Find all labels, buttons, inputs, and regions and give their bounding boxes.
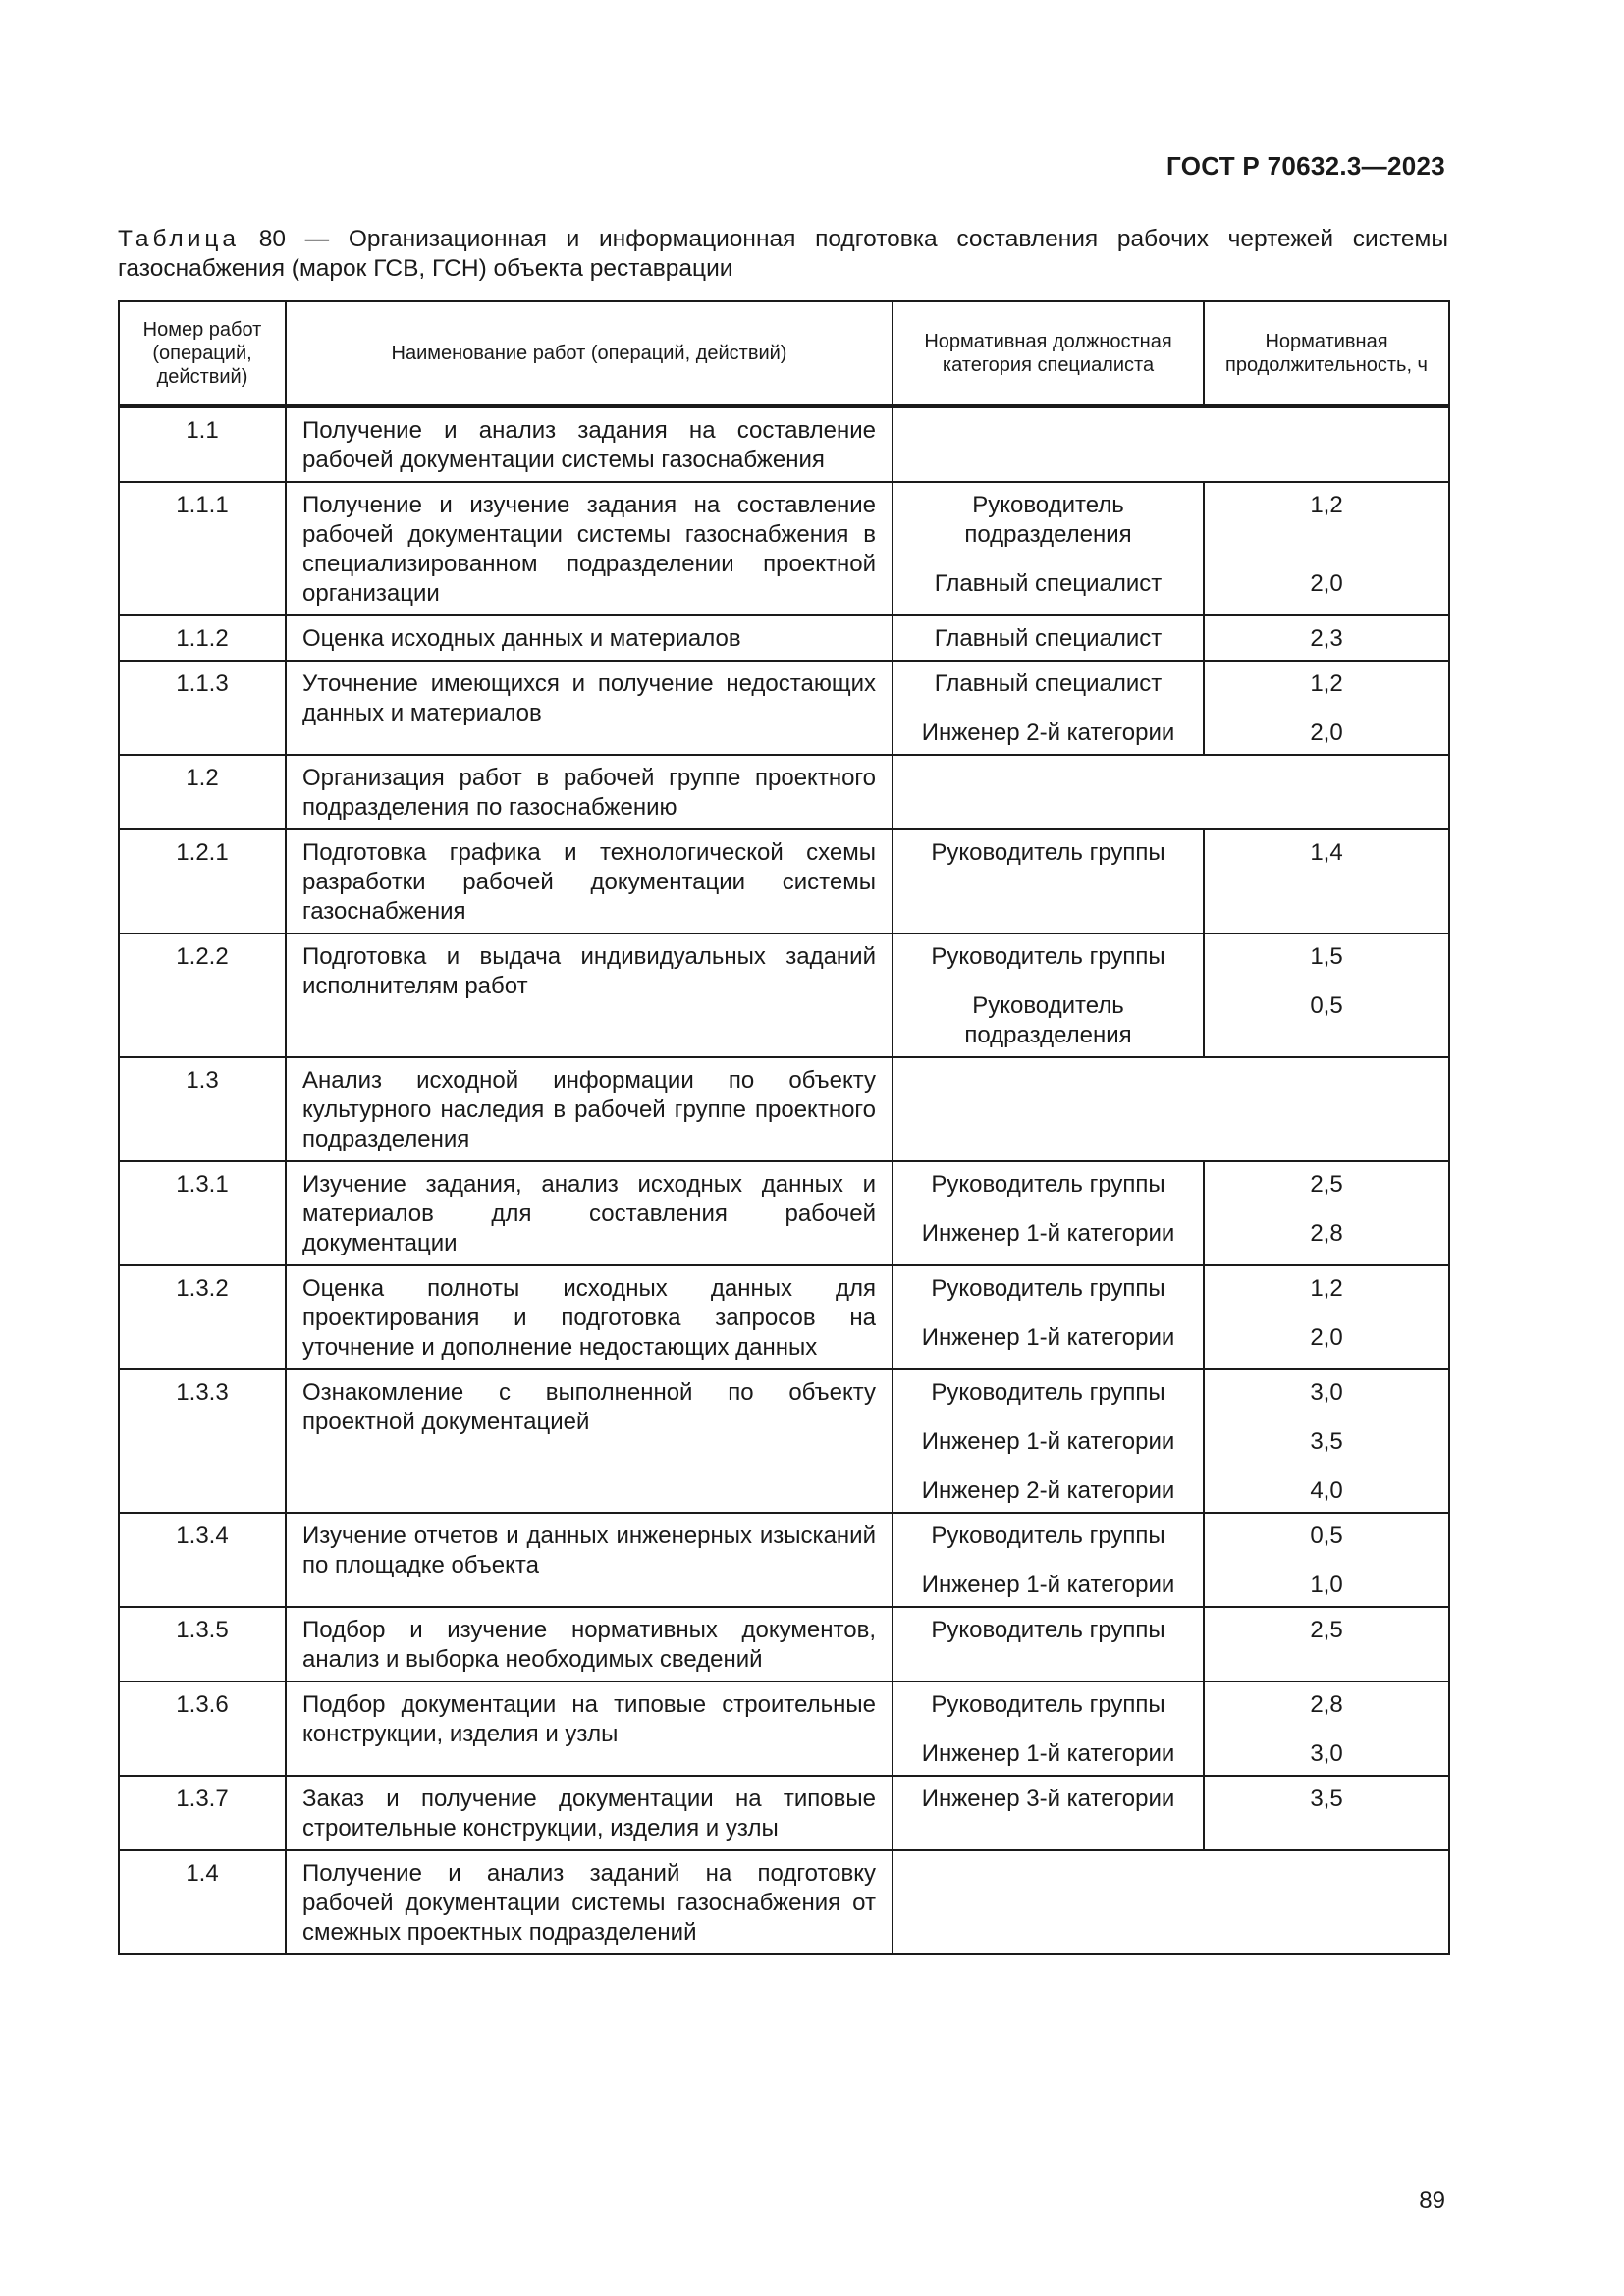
- table-row: [119, 1057, 1449, 1161]
- table-row: [119, 1682, 1449, 1776]
- specialist-category: Руководитель группы: [931, 1691, 1165, 1718]
- duration-cell: [1204, 1513, 1449, 1607]
- table-caption: [118, 225, 1448, 284]
- work-name-cell: Уточнение имеющихся и получение недостающих данных и материалов: [286, 661, 893, 755]
- table-row: [119, 1265, 1449, 1369]
- duration-value: 2,8: [1310, 1220, 1343, 1247]
- table-row: [119, 1850, 1449, 1954]
- work-name-cell: Оценка исходных данных и материалов: [286, 615, 893, 661]
- work-number-cell: 1.4: [119, 1850, 286, 1954]
- header-number: Номер работ (операций, действий): [119, 301, 286, 406]
- duration-cell: [1204, 1682, 1449, 1776]
- empty-cell: [893, 755, 1449, 829]
- duration-cell: [1204, 615, 1449, 661]
- table-row: [119, 755, 1449, 829]
- specialist-category: Главный специалист: [934, 625, 1163, 652]
- category-cell: [893, 1682, 1204, 1776]
- category-cell: [893, 934, 1204, 1057]
- duration-value: 2,0: [1310, 720, 1343, 746]
- work-number-cell: 1.3.5: [119, 1607, 286, 1682]
- duration-value: 3,5: [1310, 1786, 1343, 1812]
- work-name-cell: Изучение задания, анализ исходных данных и материалов для составления рабочей документации: [286, 1161, 893, 1265]
- work-table: [118, 300, 1450, 1955]
- duration-value: 3,5: [1310, 1428, 1343, 1455]
- specialist-category: Инженер 1-й категории: [921, 1740, 1175, 1767]
- specialist-category: Руководитель группы: [931, 1617, 1165, 1643]
- work-name-cell: Подбор документации на типовые строительные конструкции, изделия и узлы: [286, 1682, 893, 1776]
- header-category: Нормативная должностная категория специалиста: [893, 301, 1204, 406]
- work-number-cell: 1.2.2: [119, 934, 286, 1057]
- specialist-category: Руководитель группы: [931, 839, 1165, 866]
- duration-cell: [1204, 482, 1449, 615]
- specialist-category: Главный специалист: [934, 570, 1163, 597]
- table-row: [119, 1513, 1449, 1607]
- table-row: [119, 934, 1449, 1057]
- duration-value: 1,4: [1310, 839, 1343, 866]
- duration-cell: [1204, 1607, 1449, 1682]
- empty-cell: [893, 1057, 1449, 1161]
- specialist-category: Инженер 1-й категории: [921, 1324, 1175, 1351]
- duration-value: 2,5: [1310, 1617, 1343, 1643]
- work-name-cell: Ознакомление с выполненной по объекту проектной документацией: [286, 1369, 893, 1513]
- work-number-cell: 1.3.1: [119, 1161, 286, 1265]
- duration-value: 2,3: [1310, 625, 1343, 652]
- duration-cell: [1204, 1776, 1449, 1850]
- specialist-category: Руководитель группы: [931, 1522, 1165, 1549]
- duration-value: 3,0: [1310, 1740, 1343, 1767]
- table-row: [119, 661, 1449, 755]
- work-number-cell: 1.1.3: [119, 661, 286, 755]
- work-number-cell: 1.3.6: [119, 1682, 286, 1776]
- table-row: [119, 1607, 1449, 1682]
- duration-value: 4,0: [1310, 1477, 1343, 1504]
- work-name-cell: Организация работ в рабочей группе проектного подразделения по газоснабжению: [286, 755, 893, 829]
- work-name-cell: Заказ и получение документации на типовые строительные конструкции, изделия и узлы: [286, 1776, 893, 1850]
- duration-cell: [1204, 1265, 1449, 1369]
- header-name: Наименование работ (операций, действий): [286, 301, 893, 406]
- table-header-row: [119, 301, 1449, 406]
- caption-text: 80 — Организационная и информационная подготовка составления рабочих чертежей системы газоснабжения (марок ГСВ, ГСН) объекта реставрации: [118, 226, 1448, 282]
- work-number-cell: 1.3.3: [119, 1369, 286, 1513]
- table-row: [119, 1776, 1449, 1850]
- duration-value: 2,0: [1310, 1324, 1343, 1351]
- category-cell: [893, 661, 1204, 755]
- work-number-cell: 1.1.1: [119, 482, 286, 615]
- caption-prefix: Таблица: [118, 226, 241, 252]
- specialist-category: Руководитель группы: [931, 1275, 1165, 1302]
- work-number-cell: 1.2.1: [119, 829, 286, 934]
- duration-value: 1,2: [1310, 1275, 1343, 1302]
- duration-value: 1,2: [1310, 670, 1343, 697]
- work-name-cell: Получение и анализ заданий на подготовку рабочей документации системы газоснабжения от смежных проектных подразделений: [286, 1850, 893, 1954]
- work-name-cell: Подготовка графика и технологической схемы разработки рабочей документации системы газоснабжения: [286, 829, 893, 934]
- work-name-cell: Оценка полноты исходных данных для проектирования и подготовка запросов на уточнение и дополнение недостающих данных: [286, 1265, 893, 1369]
- duration-value: 2,0: [1310, 570, 1343, 597]
- work-name-cell: Подготовка и выдача индивидуальных заданий исполнителям работ: [286, 934, 893, 1057]
- duration-value: 2,8: [1310, 1691, 1343, 1718]
- specialist-category: Инженер 2-й категории: [921, 1477, 1175, 1504]
- empty-cell: [893, 406, 1449, 482]
- table-row: [119, 829, 1449, 934]
- work-number-cell: 1.3.4: [119, 1513, 286, 1607]
- specialist-category: Руководитель подразделения: [964, 992, 1132, 1048]
- specialist-category: Инженер 1-й категории: [921, 1572, 1175, 1598]
- work-name-cell: Получение и изучение задания на составление рабочей документации системы газоснабжения в специализированном подразделении проектной организации: [286, 482, 893, 615]
- category-cell: [893, 1265, 1204, 1369]
- duration-value: 3,0: [1310, 1379, 1343, 1406]
- work-name-cell: Подбор и изучение нормативных документов, анализ и выборка необходимых сведений: [286, 1607, 893, 1682]
- table-row: [119, 1161, 1449, 1265]
- work-number-cell: 1.3.2: [119, 1265, 286, 1369]
- duration-value: 1,5: [1310, 943, 1343, 970]
- category-cell: [893, 1369, 1204, 1513]
- duration-value: 1,0: [1310, 1572, 1343, 1598]
- duration-cell: [1204, 1369, 1449, 1513]
- table-row: [119, 482, 1449, 615]
- work-name-cell: Изучение отчетов и данных инженерных изысканий по площадке объекта: [286, 1513, 893, 1607]
- category-cell: [893, 1607, 1204, 1682]
- duration-cell: [1204, 661, 1449, 755]
- duration-cell: [1204, 1161, 1449, 1265]
- duration-value: 2,5: [1310, 1171, 1343, 1198]
- duration-cell: [1204, 829, 1449, 934]
- empty-cell: [893, 1850, 1449, 1954]
- category-cell: [893, 1776, 1204, 1850]
- category-cell: [893, 615, 1204, 661]
- category-cell: [893, 829, 1204, 934]
- specialist-category: Руководитель подразделения: [964, 492, 1132, 548]
- table-row: [119, 1369, 1449, 1513]
- work-number-cell: 1.2: [119, 755, 286, 829]
- header-duration: Нормативная продолжительность, ч: [1204, 301, 1449, 406]
- table-body: [119, 406, 1449, 1954]
- duration-value: 0,5: [1310, 992, 1343, 1019]
- specialist-category: Инженер 3-й категории: [921, 1786, 1175, 1812]
- work-number-cell: 1.1.2: [119, 615, 286, 661]
- work-number-cell: 1.3: [119, 1057, 286, 1161]
- specialist-category: Руководитель группы: [931, 1171, 1165, 1198]
- category-cell: [893, 482, 1204, 615]
- category-cell: [893, 1161, 1204, 1265]
- table-row: [119, 615, 1449, 661]
- page-number: 89: [1419, 2187, 1445, 2214]
- work-name-cell: Анализ исходной информации по объекту культурного наследия в рабочей группе проектного подразделения: [286, 1057, 893, 1161]
- duration-value: 1,2: [1310, 492, 1343, 518]
- specialist-category: Инженер 1-й категории: [921, 1428, 1175, 1455]
- category-cell: [893, 1513, 1204, 1607]
- work-number-cell: 1.3.7: [119, 1776, 286, 1850]
- specialist-category: Руководитель группы: [931, 943, 1165, 970]
- specialist-category: Инженер 2-й категории: [921, 720, 1175, 746]
- table-row: [119, 406, 1449, 482]
- work-name-cell: Получение и анализ задания на составление рабочей документации системы газоснабжения: [286, 406, 893, 482]
- document-header: ГОСТ Р 70632.3—2023: [1166, 151, 1445, 181]
- duration-cell: [1204, 934, 1449, 1057]
- specialist-category: Главный специалист: [934, 670, 1163, 697]
- specialist-category: Руководитель группы: [931, 1379, 1165, 1406]
- duration-value: 0,5: [1310, 1522, 1343, 1549]
- work-number-cell: 1.1: [119, 406, 286, 482]
- specialist-category: Инженер 1-й категории: [921, 1220, 1175, 1247]
